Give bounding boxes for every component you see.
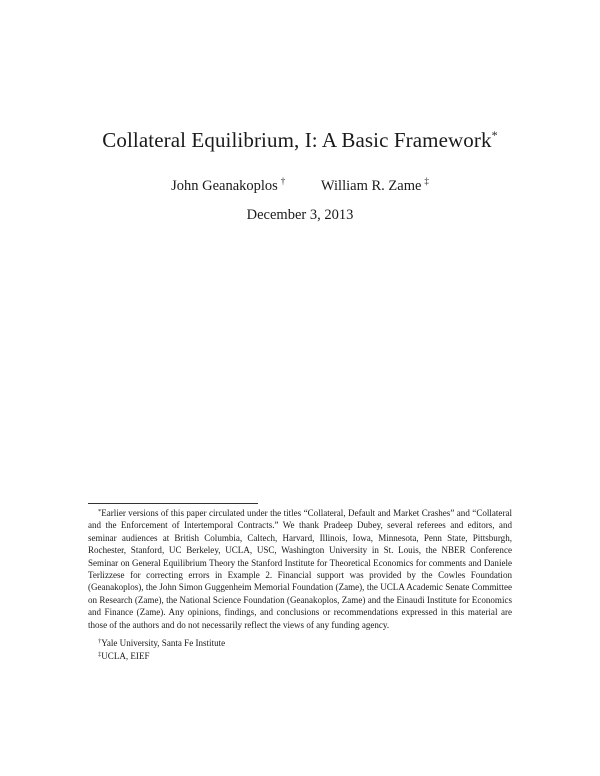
footnotes	[88, 506, 512, 663]
author-name: John Geanakoplos	[171, 178, 278, 194]
author-geanakoplos	[171, 176, 285, 195]
author-footnote-mark: †	[280, 176, 286, 186]
author-zame	[321, 176, 429, 195]
paper-title-text: Collateral Equilibrium, I: A Basic Framework	[102, 128, 492, 152]
paper-date: December 3, 2013	[246, 207, 354, 223]
footnote-text: Earlier versions of this paper circulated under the titles “Collateral, Default and Market Crashes” and “Collateral and the Enforcement of Intertemporal Contracts.” We thank Pradeep Dubey, several referees and editors, and seminar audiences at British Columbia, Caltech, Harvard, Illinois, Iowa, Minnesota, Penn State, Pittsburgh, Rochester, Stanford, UC Berkeley, UCLA, USC, Washington University in St. Louis, the NBER Conference Seminar on General Equilibrium Theory the Stanford Institute for Theoretical Economics for comments and Daniele Terlizzese for correcting errors in Example 2. Financial support was provided by the Cowles Foundation (Geanakoplos), the John Simon Guggenheim Memorial Foundation (Zame), the UCLA Academic Senate Committee on Research (Zame), the National Science Foundation (Geanakoplos, Zame) and the Einaudi Institute for Economics and Finance (Zame). Any opinions, findings, and conclusions or recommendations expressed in this material are those of the authors and do not necessarily reflect the views of any funding agency.	[88, 508, 512, 630]
footnote-divider	[88, 503, 258, 504]
author-name: William R. Zame	[320, 178, 422, 194]
footnote-mark: *	[98, 508, 102, 515]
title-footnote-mark: *	[491, 128, 498, 142]
author-footnote-mark: ‡	[424, 176, 429, 186]
footnote-text: Yale University, Santa Fe Institute	[101, 638, 226, 649]
footnote-affiliation-geanakoplos	[88, 636, 512, 649]
footnote-acknowledgements	[88, 506, 512, 631]
author-list	[0, 176, 600, 195]
footnote-affiliation-zame	[88, 649, 512, 662]
paper-title	[0, 128, 600, 153]
footnote-mark: ‡	[98, 651, 102, 659]
footnote-text: UCLA, EIEF	[101, 651, 150, 662]
footnote-mark: †	[98, 638, 102, 646]
